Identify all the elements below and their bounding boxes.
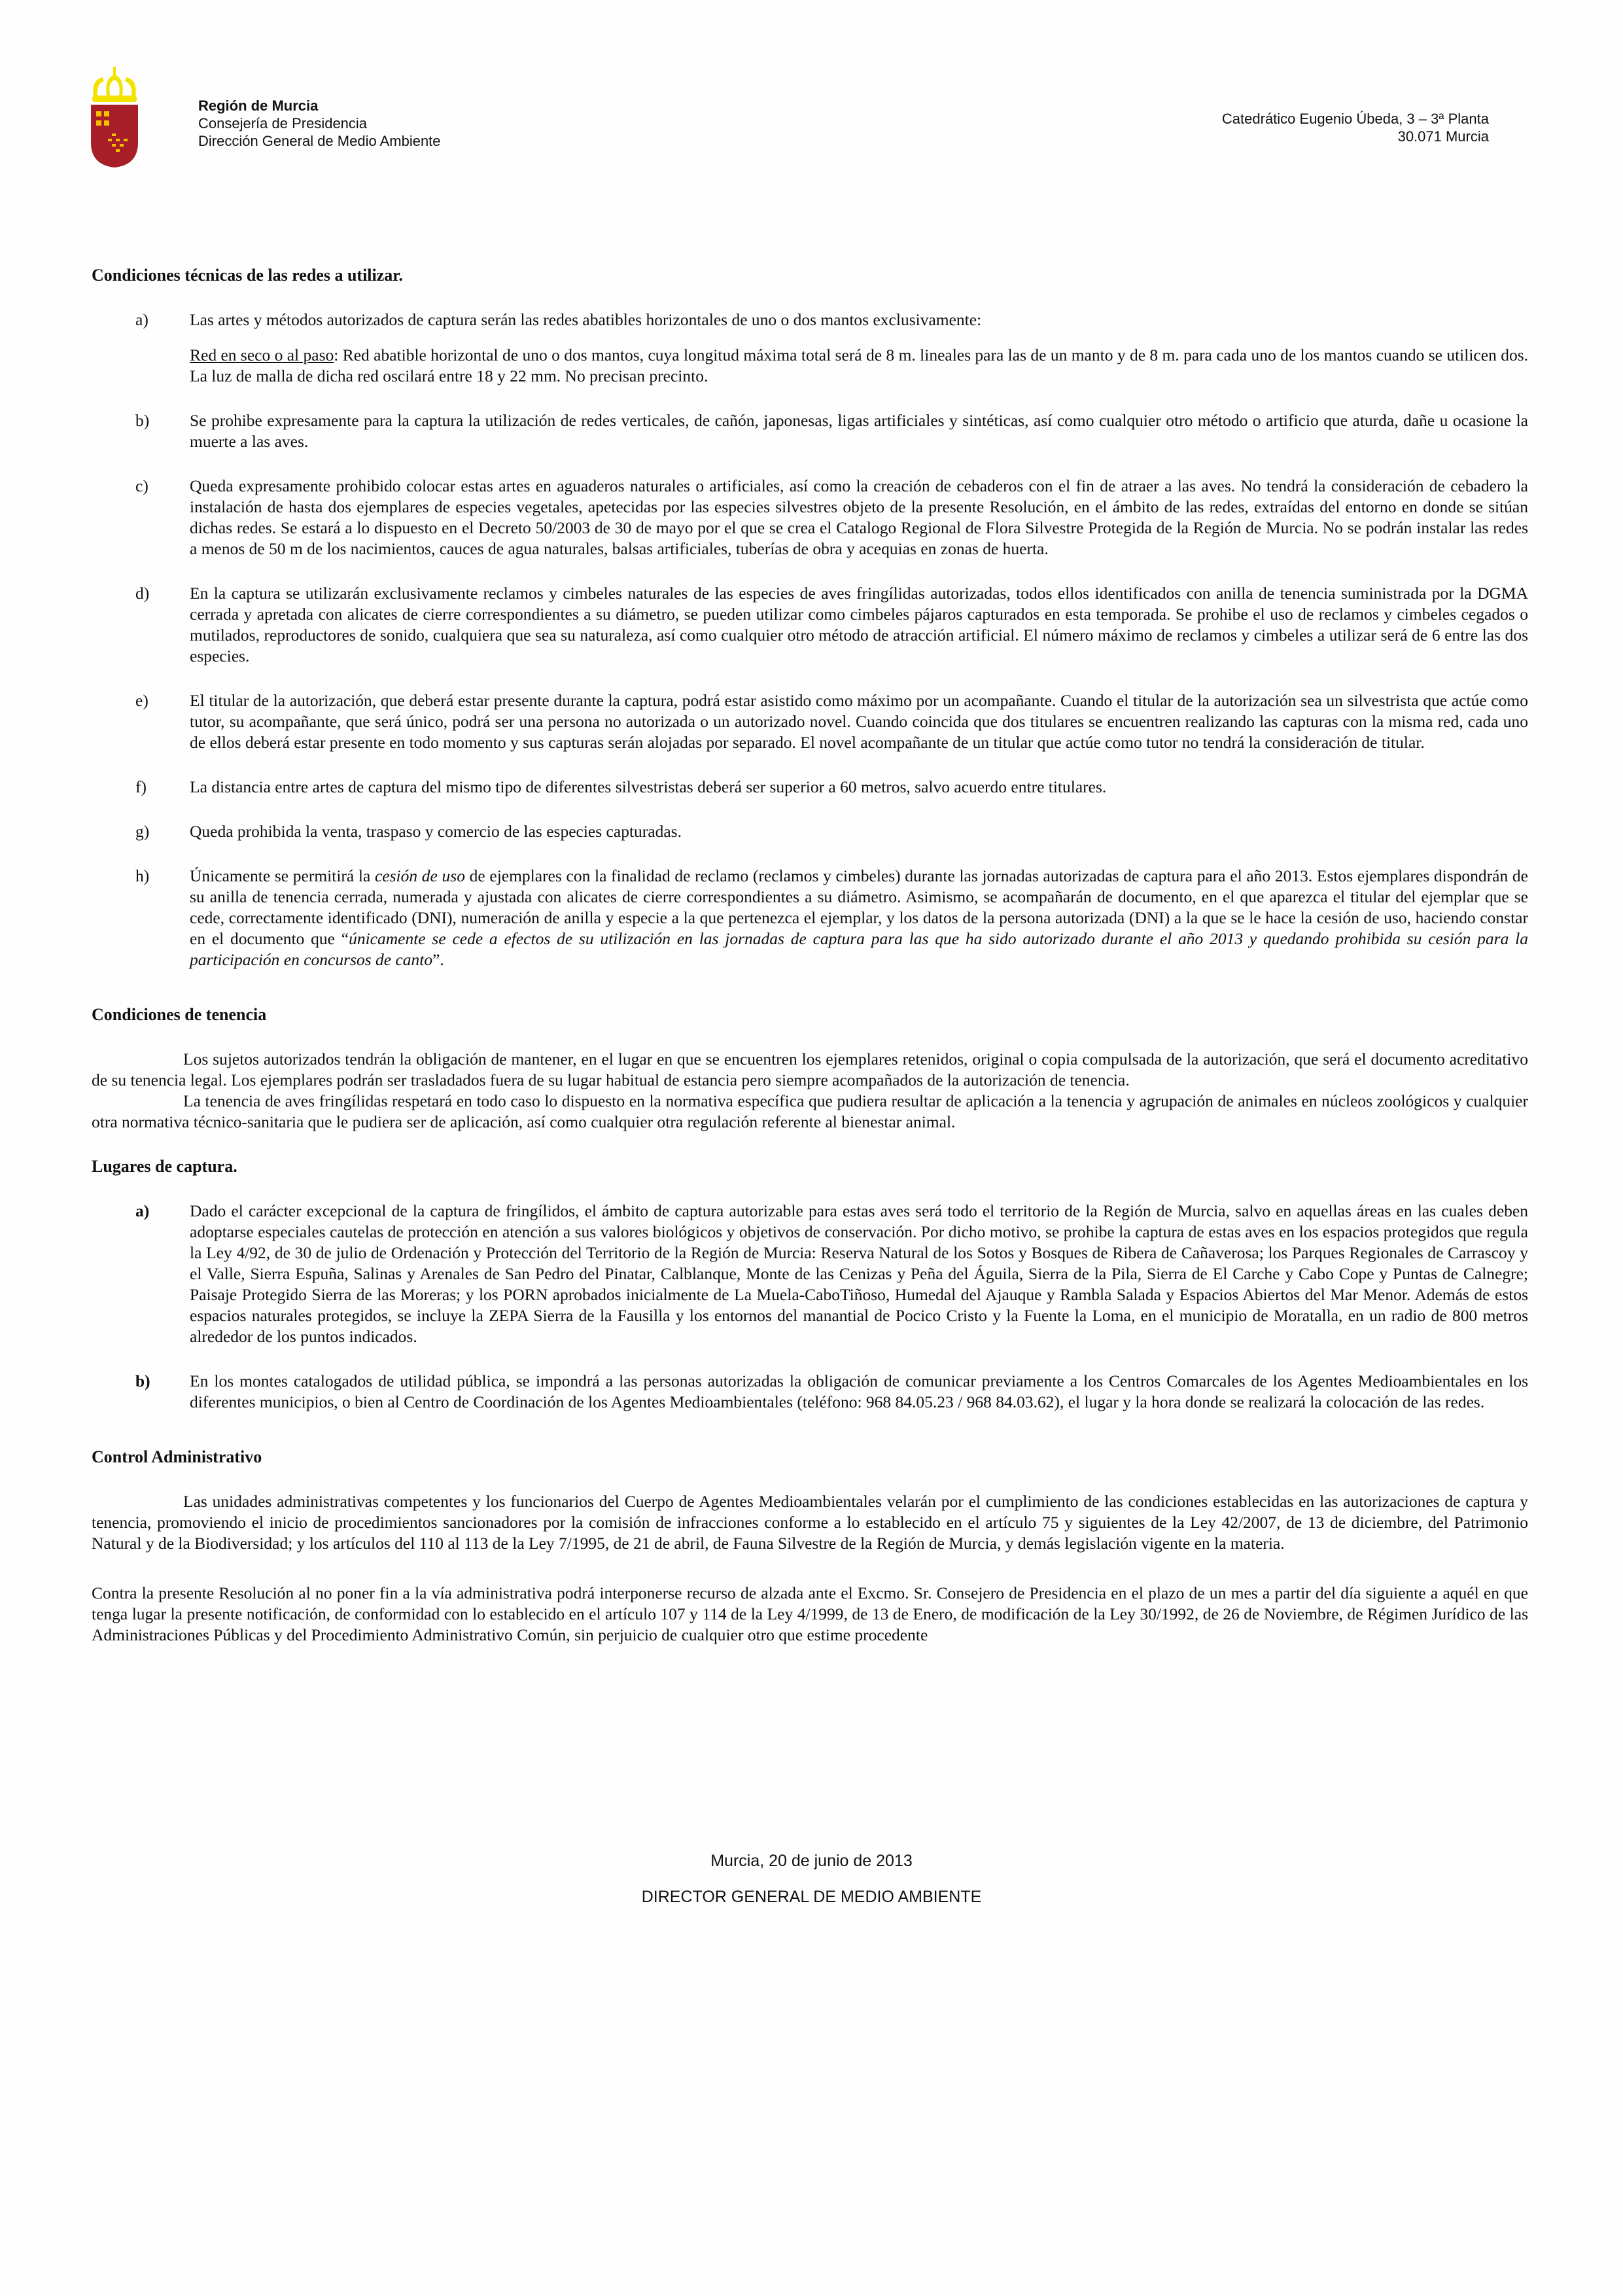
text-span: de ejemplares con la finalidad de reclamo (reclamos y cimbeles) durante las jornadas autorizadas de captura para el año 2013. Estos ejemplares dispondrán de su anilla de tenencia cerrada, numerada y ajustada con alicates de cierre correspondientes a su diámetro. Asimismo, se acompañarán de documento, en el que aparezca el titular del ejemplar que se cede, correctamente identificado (DNI), numeración de anilla y especie a la que pertenezca el ejemplar, y los datos de la persona autorizada (DNI) a la que se le hace la cesión de uso, haciendo constar en el documento que “ bbox=[190, 866, 1528, 948]
paragraph: La tenencia de aves fringílidas respetará en todo caso lo dispuesto en la normativa específica que pudiera resultar de aplicación a la tenencia y agrupación de animales en núcleos zoológicos y cualquier otra normativa técnico-sanitaria que le pudiera ser de aplicación, así como cualquier otra regulación referente al bienestar animal. bbox=[92, 1091, 1528, 1131]
item-text: Se prohibe expresamente para la captura la utilización de redes verticales, de cañón, japonesas, ligas artificiales y sintéticas, así como cualquier otro método o artificio que aturda, dañe u ocasione la muerte a las aves. bbox=[190, 411, 1528, 451]
section-heading: Control Administrativo bbox=[92, 1447, 262, 1466]
item-text: La distancia entre artes de captura del mismo tipo de diferentes silvestristas deberá ser superior a 60 metros, salvo acuerdo entre titulares. bbox=[190, 777, 1107, 796]
address-block bbox=[1222, 110, 1489, 145]
item-marker: b) bbox=[135, 1371, 150, 1390]
section-technical-conditions bbox=[92, 265, 1528, 970]
section-lugares bbox=[92, 1156, 1528, 1413]
item-marker: h) bbox=[135, 866, 150, 885]
italic-term: cesión de uso bbox=[374, 866, 465, 885]
item-text: Dado el carácter excepcional de la captura de fringílidos, el ámbito de captura autorizable para estas aves será todo el territorio de la Región de Murcia, salvo en aquellas áreas en las cuales deben adoptarse especiales cautelas de protección en atención a sus valores biológicos y objetivos de conservación. Por dicho motivo, se prohibe la captura de estas aves en los espacios protegidos que regula la Ley 4/92, de 30 de julio de Ordenación y Protección del Territorio de la Región de Murcia: Reserva Natural de los Sotos y Bosques de Ribera de Cañaverosa; los Parques Regionales de Carrascoy y el Valle, Sierra Espuña, Salinas y Arenales de San Pedro del Pinatar, Calblanque, Monte de las Cenizas y Peña del Águila, Sierra de la Pila, Sierra de El Carche y Cabo Cope y Puntas de Calnegre; Paisaje Protegido Sierra de las Moreras; y los PORN aprobados inicialmente de La Muela-CaboTiñoso, Humedal del Ajauque y Rambla Salada y Espacios Abiertos del Mar Menor. Además de estos espacios naturales protegidos, se incluye la ZEPA Sierra de la Fausilla y los entornos del manantial de Pocico Cristo y la Fuente la Loma, en el municipio de Moratalla, en un radio de 800 metros alrededor de los puntos indicados. bbox=[190, 1201, 1528, 1346]
sub-item-text: : Red abatible horizontal de uno o dos mantos, cuya longitud máxima total será de 8 m. lineales para las de un manto y de 8 m. para cada uno de los mantos cuando se utilicen dos. La luz de malla de dicha red oscilará entre 18 y 22 mm. No precisan precinto. bbox=[190, 345, 1528, 385]
item-marker: g) bbox=[135, 822, 150, 841]
section-tenencia bbox=[92, 1004, 1528, 1133]
item-text: En la captura se utilizarán exclusivamente reclamos y cimbeles naturales de las especies de aves fringílidas autorizadas, todos ellos identificados con anilla de tenencia suministrada por la DGMA cerrada y apretada con alicates de cierre correspondientes a su diámetro, se pueden utilizar como cimbeles pájaros capturados en esta temporada. Se prohibe el uso de reclamos y cimbeles cegados o mutilados, reproductores de sonido, cualquiera que sea su naturaleza, así como cualquier otro método de atracción artificial. El número máximo de reclamos y cimbeles a utilizar será de 6 entre las dos especies. bbox=[190, 584, 1528, 665]
item-marker: d) bbox=[135, 584, 150, 603]
organization-block bbox=[198, 97, 441, 150]
italic-quote: únicamente se cede a efectos de su utilización en las jornadas de captura para las que ha sido autorizado durante el año 2013 y quedando prohibida su cesión para la participación en concursos de canto bbox=[190, 929, 1528, 969]
list-item bbox=[92, 309, 1528, 387]
item-text: El titular de la autorización, que deberá estar presente durante la captura, podrá estar asistido como máximo por un acompañante. Cuando el titular de la autorización sea un silvestrista que actúe como tutor, su acompañante, que será único, podrá ser una persona no autorizada o un autorizado novel. Cuando coincida que dos titulares se encuentren realizando las capturas con la misma red, cada uno de ellos deberá estar presente en todo momento y sus capturas serán alojadas por separado. El novel acompañante de un titular que actúe como tutor no tendrá la consideración de titular. bbox=[190, 691, 1528, 752]
section-control bbox=[92, 1447, 1528, 1554]
list-item bbox=[92, 1371, 1528, 1413]
list-item bbox=[92, 821, 1528, 842]
item-marker: b) bbox=[135, 411, 150, 430]
item-marker: e) bbox=[135, 691, 148, 710]
address-city: 30.071 Murcia bbox=[1397, 128, 1489, 145]
section-heading: Condiciones técnicas de las redes a utilizar. bbox=[92, 266, 403, 285]
document-body bbox=[92, 265, 1528, 1663]
item-text: Las artes y métodos autorizados de captura serán las redes abatibles horizontales de uno o dos mantos exclusivamente: bbox=[190, 310, 982, 329]
item-text: Queda prohibida la venta, traspaso y comercio de las especies capturadas. bbox=[190, 822, 682, 841]
list-item bbox=[92, 690, 1528, 753]
list-item bbox=[92, 583, 1528, 667]
region-murcia-crest-icon bbox=[88, 65, 141, 170]
text-span: ”. bbox=[432, 950, 444, 969]
list-item bbox=[92, 410, 1528, 452]
paragraph: Los sujetos autorizados tendrán la obligación de mantener, en el lugar en que se encuentren los ejemplares retenidos, original o copia compulsada de la autorización, que será el documento acreditativo de su tenencia legal. Los ejemplares podrán ser trasladados fuera de su lugar habitual de estancia pero siempre acompañados de la autorización de tenencia. bbox=[92, 1050, 1528, 1089]
lugares-list bbox=[92, 1201, 1528, 1413]
place-date: Murcia, 20 de junio de 2013 bbox=[710, 1852, 913, 1870]
item-text: En los montes catalogados de utilidad pública, se impondrá a las personas autorizadas la obligación de comunicar previamente a los Centros Comarcales de los Agentes Medioambientales en los diferentes municipios, o bien al Centro de Coordinación de los Agentes Medioambientales (teléfono: 968 84.05.23 / 968 84.03.62), el lugar y la hora donde se realizará la colocación de las redes. bbox=[190, 1371, 1528, 1411]
organization-name: Región de Murcia bbox=[198, 97, 319, 114]
list-item bbox=[92, 476, 1528, 559]
list-item bbox=[92, 1201, 1528, 1347]
item-marker: f) bbox=[135, 777, 147, 796]
list-item bbox=[92, 777, 1528, 798]
item-text bbox=[190, 866, 1528, 970]
item-marker: a) bbox=[135, 310, 148, 329]
section-heading: Condiciones de tenencia bbox=[92, 1005, 267, 1024]
technical-conditions-list bbox=[92, 309, 1528, 970]
signatory-title: DIRECTOR GENERAL DE MEDIO AMBIENTE bbox=[641, 1888, 982, 1906]
paragraph: Las unidades administrativas competentes y los funcionarios del Cuerpo de Agentes Medioambientales velarán por el cumplimiento de las condiciones establecidas en las autorizaciones de captura y tenencia, promoviendo el inicio de procedimientos sancionadores por la comisión de infracciones conforme a lo establecido en el artículo 75 y siguientes de la Ley 42/2007, de 13 de diciembre, del Patrimonio Natural y de la Biodiversidad; y los artículos del 110 al 113 de la Ley 7/1995, de 21 de abril, de Fauna Silvestre de la Región de Murcia, y demás legislación vigente en la materia. bbox=[92, 1492, 1528, 1553]
organization-department: Consejería de Presidencia bbox=[198, 115, 368, 132]
item-marker: c) bbox=[135, 476, 148, 495]
sub-item bbox=[190, 345, 1528, 387]
address-street: Catedrático Eugenio Úbeda, 3 – 3ª Planta bbox=[1221, 111, 1489, 127]
item-marker: a) bbox=[135, 1201, 150, 1220]
text-span: Únicamente se permitirá la bbox=[190, 866, 375, 885]
organization-directorate: Dirección General de Medio Ambiente bbox=[198, 133, 441, 149]
sub-item-label: Red en seco o al paso bbox=[190, 345, 334, 364]
list-item bbox=[92, 866, 1528, 970]
section-heading: Lugares de captura. bbox=[92, 1157, 237, 1176]
item-text: Queda expresamente prohibido colocar estas artes en aguaderos naturales o artificiales, así como la creación de cebaderos con el fin de atraer a las aves. No tendrá la consideración de cebadero la instalación de hasta dos ejemplares de especies vegetales, apetecidas por las especies silvestres objeto de la presente Resolución, en el ámbito de las redes, extraídas del entorno en donde se sitúan dichas redes. Se estará a lo dispuesto en el Decreto 50/2003 de 30 de mayo por el que se crea el Catalogo Regional de Flora Silvestre Protegida de la Región de Murcia. No se podrán instalar las redes a menos de 50 m de los nacimientos, cauces de agua naturales, balsas artificiales, tuberías de obra y acequias en zonas de huerta. bbox=[190, 476, 1528, 558]
appeal-paragraph: Contra la presente Resolución al no poner fin a la vía administrativa podrá interponerse recurso de alzada ante el Excmo. Sr. Consejero de Presidencia en el plazo de un mes a partir del día siguiente a aquél en que tenga lugar la presente notificación, de conformidad con lo establecido en el artículo 107 y 114 de la Ley 4/1999, de 13 de Enero, de modificación de la Ley 30/1992, de 26 de Noviembre, de Régimen Jurídico de las Administraciones Públicas y del Procedimiento Administrativo Común, sin perjuicio de cualquier otro que estime procedente bbox=[92, 1583, 1528, 1644]
